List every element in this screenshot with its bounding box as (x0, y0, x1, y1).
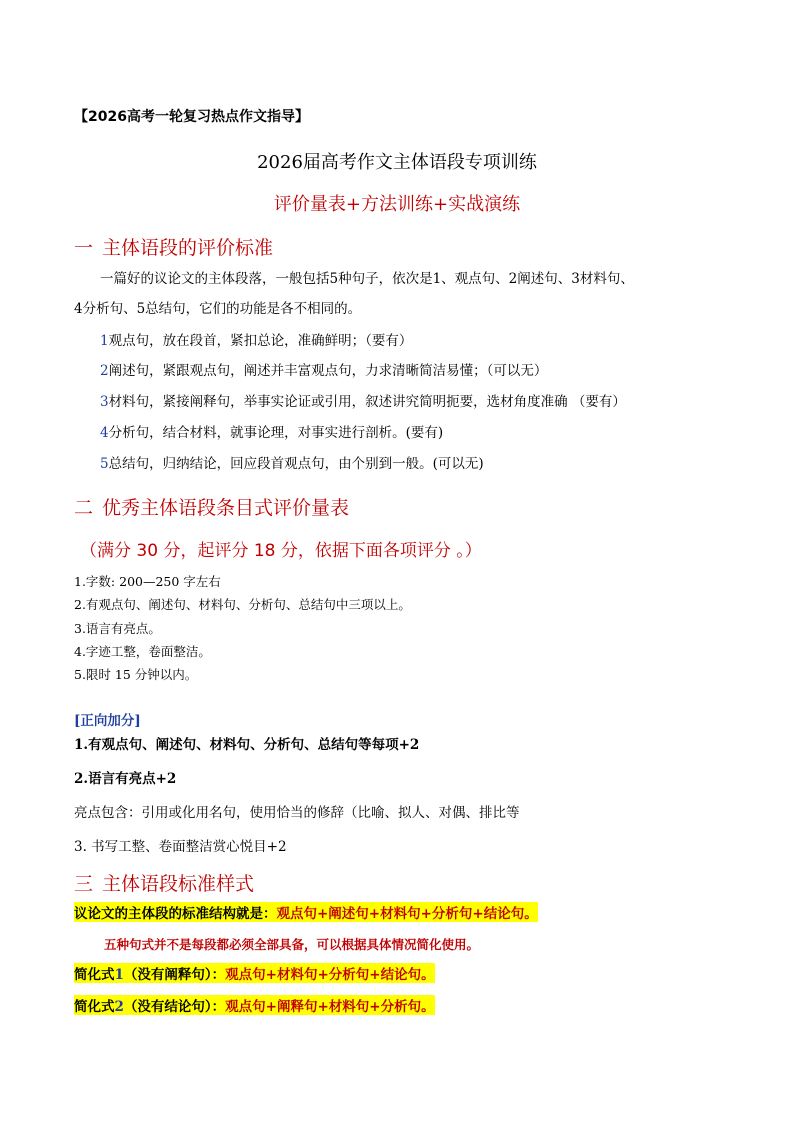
bonus-item: 1.有观点句、阐述句、材料句、分析句、总结句等每项+2 (74, 737, 420, 753)
header-tag: 【2026高考一轮复习热点作文指导】 (74, 109, 309, 125)
simple-form-1 (74, 963, 435, 983)
score-note: （满分 30 分，起评分 18 分，依据下面各项评分 。） (80, 541, 482, 561)
item-text: 观点句，放在段首，紧扣总论，准确鲜明；（要有） (108, 333, 413, 349)
criteria-item: 4.字迹工整，卷面整洁。 (74, 644, 211, 659)
simple1-label: 简化式 (74, 967, 115, 983)
section1-item (100, 329, 412, 349)
item-number: 3 (100, 394, 109, 410)
simple2-paren: （没有结论句）： (123, 999, 226, 1015)
bonus-label: [正向加分] (74, 713, 141, 729)
item-text: 材料句，紧接阐释句，举事实论证或引用，叙述讲究简明扼要，选材角度准确 （要有） (108, 394, 626, 410)
bonus-item: 2.语言有亮点+2 (74, 771, 177, 787)
section1-item (100, 452, 484, 472)
simple1-paren: （没有阐释句）： (123, 967, 226, 983)
bonus-item: 3. 书写工整、卷面整洁赏心悦目+2 (74, 839, 287, 855)
item-number: 5 (100, 456, 109, 472)
simplify-note: 五种句式并不是每段都必须全部具备，可以根据具体情况简化使用。 (104, 937, 480, 952)
section2-number: 二 (74, 497, 94, 519)
simple1-structure: 观点句+材料句+分析句+结论句。 (225, 967, 435, 983)
standard-prefix: 议论文的主体段的标准结构就是： (74, 906, 277, 922)
section1-item (100, 390, 626, 410)
section1-intro-line1: 一篇好的议论文的主体段落，一般包括5种句子，依次是1、观点句、2阐述句、3材料句、 (100, 271, 634, 287)
item-number: 4 (100, 425, 109, 441)
section3-number: 三 (74, 873, 94, 895)
simple2-structure: 观点句+阐释句+材料句+分析句。 (225, 999, 435, 1015)
simple-form-2 (74, 995, 435, 1015)
criteria-item: 5.限时 15 分钟以内。 (74, 667, 198, 682)
section2-heading (74, 493, 349, 520)
section1-item (100, 359, 547, 379)
simple2-number: 2 (114, 999, 124, 1015)
page-title: 2026届高考作文主体语段专项训练 (257, 152, 537, 173)
item-text: 分析句，结合材料，就事论理，对事实进行剖析。(要有) (108, 425, 444, 441)
section3-heading (74, 869, 254, 896)
item-text: 阐述句，紧跟观点句，阐述并丰富观点句，力求清晰简洁易懂；（可以无） (108, 363, 548, 379)
standard-structure-line (74, 902, 538, 922)
item-number: 1 (100, 333, 109, 349)
section1-number: 一 (74, 237, 94, 259)
bonus-item: 亮点包含：引用或化用名句，使用恰当的修辞（比喻、拟人、对偶、排比等 (74, 805, 520, 821)
section1-intro-line2: 4分析句、5总结句，它们的功能是各不相同的。 (74, 301, 362, 317)
page-subtitle: 评价量表+方法训练+实战演练 (273, 194, 521, 215)
standard-structure: 观点句+阐述句+材料句+分析句+结论句。 (276, 906, 538, 922)
section2-title: 优秀主体语段条目式评价量表 (102, 497, 350, 519)
section1-heading (74, 233, 273, 260)
criteria-item: 2.有观点句、阐述句、材料句、分析句、总结句中三项以上。 (74, 597, 411, 612)
section1-title: 主体语段的评价标准 (102, 237, 274, 259)
criteria-item: 3.语言有亮点。 (74, 621, 161, 636)
simple2-label: 简化式 (74, 999, 115, 1015)
criteria-item: 1.字数: 200—250 字左右 (74, 574, 221, 589)
section3-title: 主体语段标准样式 (102, 873, 255, 895)
item-number: 2 (100, 363, 109, 379)
section1-item (100, 421, 443, 441)
simple1-number: 1 (114, 967, 124, 983)
item-text: 总结句，归纳结论，回应段首观点句，由个别到一般。(可以无) (108, 456, 484, 472)
